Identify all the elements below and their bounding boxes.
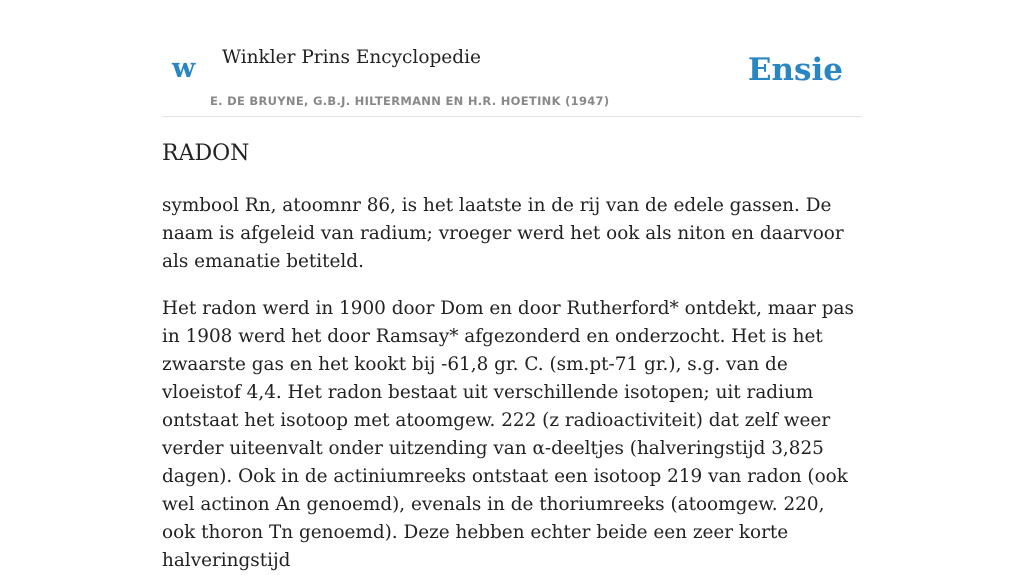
article-paragraph: symbool Rn, atoomnr 86, is het laatste in de rij van de edele gassen. De naam is afgeleid van radium; vroeger werd het ook als niton en daarvoor als emanatie betiteld. (162, 195, 844, 272)
article-title: RADON (162, 141, 250, 166)
site-header (162, 0, 862, 117)
source-title[interactable]: Winkler Prins Encyclopedie (222, 47, 481, 68)
article (162, 138, 862, 575)
winkler-prins-logo[interactable]: w (172, 53, 196, 84)
ensie-logo[interactable]: Ensie (747, 52, 843, 88)
source-authors: E. DE BRUYNE, G.B.J. HILTERMANN EN H.R. HOETINK (1947) (210, 94, 610, 108)
article-paragraph: Het radon werd in 1900 door Dom en door Rutherford* ontdekt, maar pas in 1908 werd het door Ramsay* afgezonderd en onderzocht. Het is het zwaarste gas en het kookt bij -61,8 gr. C. (sm.pt-71 gr.), s.g. van de vloeistof 4,4. Het radon bestaat uit verschillende isotopen; uit radium ontstaat het isotoop met atoomgew. 222 (z radioactiviteit) dat zelf weer verder uiteenvalt onder uitzending van α-deeltjes (halveringstijd 3,825 dagen). Ook in de actiniumreeks ontstaat een isotoop 219 van radon (ook wel actinon An genoemd), evenals in de thoriumreeks (atoomgew. 220, ook thoron Tn genoemd). Deze hebben echter beide een zeer korte halveringstijd (162, 298, 854, 571)
